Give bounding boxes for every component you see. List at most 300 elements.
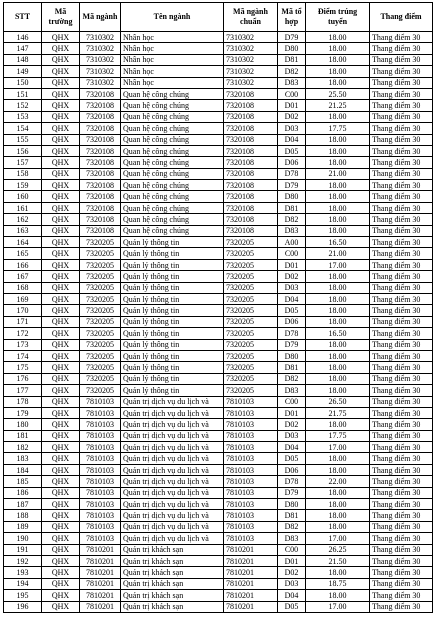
ma-nganh-chuan-cell: 7320108 [224,225,278,236]
thang-diem-cell: Thang điểm 30 [370,499,433,510]
ma-truong-cell: QHX [42,282,80,293]
ma-nganh-cell: 7320108 [80,134,121,145]
ten-nganh-cell: Quản lý thông tin [121,237,224,248]
ma-truong-cell: QHX [42,578,80,589]
table-row [4,396,433,407]
diem-cell: 18.00 [306,464,370,475]
ten-nganh-cell: Quản lý thông tin [121,259,224,270]
table-row [4,521,433,532]
thang-diem-cell: Thang điểm 30 [370,521,433,532]
ma-to-hop-cell: D03 [278,578,306,589]
diem-cell: 18.00 [306,271,370,282]
thang-diem-cell: Thang điểm 30 [370,282,433,293]
ma-nganh-chuan-cell: 7320205 [224,259,278,270]
ma-nganh-cell: 7320108 [80,100,121,111]
thang-diem-cell: Thang điểm 30 [370,396,433,407]
ma-to-hop-cell: D78 [278,328,306,339]
ma-nganh-cell: 7320108 [80,180,121,191]
ma-nganh-chuan-cell: 7810103 [224,419,278,430]
thang-diem-cell: Thang điểm 30 [370,316,433,327]
ma-nganh-cell: 7810201 [80,590,121,601]
ma-truong-cell: QHX [42,533,80,544]
stt-cell: 186 [4,487,42,498]
ma-to-hop-cell: D01 [278,259,306,270]
ma-nganh-chuan-cell: 7320205 [224,350,278,361]
ma-to-hop-cell: D82 [278,521,306,532]
stt-cell: 183 [4,453,42,464]
ma-to-hop-cell: D83 [278,225,306,236]
ma-nganh-chuan-cell: 7810103 [224,521,278,532]
table-row [4,601,433,612]
thang-diem-cell: Thang điểm 30 [370,191,433,202]
stt-cell: 151 [4,88,42,99]
ma-truong-cell: QHX [42,214,80,225]
ma-nganh-chuan-cell: 7310302 [224,32,278,43]
ma-truong-cell: QHX [42,88,80,99]
stt-cell: 148 [4,54,42,65]
ma-nganh-cell: 7310302 [80,66,121,77]
diem-cell: 18.00 [306,134,370,145]
diem-cell: 17.00 [306,259,370,270]
table-row [4,293,433,304]
ma-truong-cell: QHX [42,499,80,510]
ma-truong-cell: QHX [42,555,80,566]
ma-to-hop-cell: D02 [278,567,306,578]
thang-diem-cell: Thang điểm 30 [370,590,433,601]
ma-truong-cell: QHX [42,316,80,327]
stt-cell: 188 [4,510,42,521]
ma-nganh-cell: 7320108 [80,111,121,122]
ma-nganh-cell: 7810103 [80,510,121,521]
ma-truong-cell: QHX [42,305,80,316]
ma-truong-cell: QHX [42,362,80,373]
ma-to-hop-cell: A00 [278,237,306,248]
header-ma-nganh-chuan: Mã ngành chuẩn [224,3,278,32]
ma-nganh-chuan-cell: 7310302 [224,54,278,65]
ten-nganh-cell: Quản lý thông tin [121,339,224,350]
diem-cell: 18.00 [306,145,370,156]
stt-cell: 153 [4,111,42,122]
ma-to-hop-cell: D80 [278,43,306,54]
ma-nganh-chuan-cell: 7810201 [224,555,278,566]
ma-truong-cell: QHX [42,590,80,601]
diem-cell: 18.00 [306,373,370,384]
table-row [4,134,433,145]
thang-diem-cell: Thang điểm 30 [370,555,433,566]
thang-diem-cell: Thang điểm 30 [370,601,433,612]
ma-to-hop-cell: C00 [278,248,306,259]
ma-nganh-cell: 7810103 [80,521,121,532]
ma-nganh-chuan-cell: 7810201 [224,567,278,578]
ten-nganh-cell: Nhân học [121,43,224,54]
ma-to-hop-cell: C00 [278,544,306,555]
ten-nganh-cell: Nhân học [121,54,224,65]
ten-nganh-cell: Quan hệ công chúng [121,225,224,236]
ma-truong-cell: QHX [42,373,80,384]
ma-truong-cell: QHX [42,54,80,65]
ma-nganh-cell: 7320108 [80,157,121,168]
ten-nganh-cell: Quản trị dịch vụ du lịch và [121,510,224,521]
ma-to-hop-cell: D81 [278,54,306,65]
ma-nganh-cell: 7320205 [80,373,121,384]
diem-cell: 18.00 [306,282,370,293]
table-row [4,237,433,248]
thang-diem-cell: Thang điểm 30 [370,328,433,339]
table-row [4,407,433,418]
ten-nganh-cell: Quản lý thông tin [121,305,224,316]
table-row [4,419,433,430]
table-row [4,168,433,179]
ma-nganh-chuan-cell: 7320205 [224,362,278,373]
ma-nganh-chuan-cell: 7320205 [224,328,278,339]
ma-nganh-chuan-cell: 7320108 [224,134,278,145]
header-diem-trung-tuyen: Điểm trúng tuyển [306,3,370,32]
ten-nganh-cell: Quản lý thông tin [121,271,224,282]
ma-truong-cell: QHX [42,430,80,441]
stt-cell: 152 [4,100,42,111]
ma-nganh-cell: 7810201 [80,567,121,578]
stt-cell: 158 [4,168,42,179]
stt-cell: 192 [4,555,42,566]
ma-nganh-cell: 7320108 [80,168,121,179]
ma-nganh-chuan-cell: 7320205 [224,293,278,304]
thang-diem-cell: Thang điểm 30 [370,476,433,487]
ma-nganh-cell: 7320205 [80,282,121,293]
ma-truong-cell: QHX [42,567,80,578]
ten-nganh-cell: Quản trị khách sạn [121,567,224,578]
ma-to-hop-cell: D06 [278,316,306,327]
stt-cell: 157 [4,157,42,168]
thang-diem-cell: Thang điểm 30 [370,225,433,236]
ma-to-hop-cell: D79 [278,487,306,498]
header-stt: STT [4,3,42,32]
stt-cell: 164 [4,237,42,248]
ma-truong-cell: QHX [42,202,80,213]
header-thang-diem: Thang điểm [370,3,433,32]
thang-diem-cell: Thang điểm 30 [370,157,433,168]
stt-cell: 184 [4,464,42,475]
thang-diem-cell: Thang điểm 30 [370,202,433,213]
ma-nganh-chuan-cell: 7320205 [224,385,278,396]
ma-truong-cell: QHX [42,32,80,43]
diem-cell: 25.50 [306,88,370,99]
ten-nganh-cell: Quản lý thông tin [121,316,224,327]
ma-nganh-cell: 7320205 [80,248,121,259]
ma-to-hop-cell: D80 [278,350,306,361]
stt-cell: 180 [4,419,42,430]
ma-truong-cell: QHX [42,464,80,475]
stt-cell: 182 [4,442,42,453]
header-row [4,3,433,32]
admission-scores-table [3,2,433,613]
stt-cell: 166 [4,259,42,270]
diem-cell: 18.00 [306,510,370,521]
diem-cell: 18.00 [306,305,370,316]
diem-cell: 18.75 [306,578,370,589]
header-ma-to-hop: Mã tổ hợp [278,3,306,32]
ma-to-hop-cell: D06 [278,157,306,168]
stt-cell: 170 [4,305,42,316]
table-row [4,590,433,601]
ma-truong-cell: QHX [42,259,80,270]
ma-truong-cell: QHX [42,293,80,304]
ma-nganh-chuan-cell: 7320108 [224,214,278,225]
ten-nganh-cell: Quan hệ công chúng [121,180,224,191]
stt-cell: 156 [4,145,42,156]
thang-diem-cell: Thang điểm 30 [370,533,433,544]
ma-to-hop-cell: D01 [278,555,306,566]
ma-nganh-cell: 7320205 [80,362,121,373]
diem-cell: 18.00 [306,453,370,464]
ten-nganh-cell: Quản lý thông tin [121,248,224,259]
ten-nganh-cell: Quan hệ công chúng [121,191,224,202]
table-row [4,385,433,396]
ma-to-hop-cell: D79 [278,32,306,43]
ma-nganh-cell: 7320205 [80,339,121,350]
diem-cell: 18.00 [306,567,370,578]
ma-nganh-chuan-cell: 7320108 [224,168,278,179]
diem-cell: 18.00 [306,293,370,304]
ma-nganh-cell: 7320108 [80,191,121,202]
ma-nganh-chuan-cell: 7320108 [224,180,278,191]
header-ma-nganh: Mã ngành [80,3,121,32]
thang-diem-cell: Thang điểm 30 [370,442,433,453]
ma-truong-cell: QHX [42,476,80,487]
ma-nganh-chuan-cell: 7320108 [224,100,278,111]
ma-truong-cell: QHX [42,180,80,191]
thang-diem-cell: Thang điểm 30 [370,578,433,589]
diem-cell: 18.00 [306,54,370,65]
ma-truong-cell: QHX [42,396,80,407]
diem-cell: 22.00 [306,476,370,487]
table-row [4,43,433,54]
ma-nganh-chuan-cell: 7810103 [224,533,278,544]
table-row [4,259,433,270]
stt-cell: 187 [4,499,42,510]
ma-to-hop-cell: C00 [278,88,306,99]
ma-nganh-cell: 7320108 [80,145,121,156]
stt-cell: 168 [4,282,42,293]
ma-truong-cell: QHX [42,601,80,612]
table-body [4,32,433,613]
diem-cell: 18.00 [306,339,370,350]
thang-diem-cell: Thang điểm 30 [370,100,433,111]
stt-cell: 174 [4,350,42,361]
thang-diem-cell: Thang điểm 30 [370,271,433,282]
thang-diem-cell: Thang điểm 30 [370,305,433,316]
ma-truong-cell: QHX [42,123,80,134]
stt-cell: 161 [4,202,42,213]
ma-to-hop-cell: D04 [278,293,306,304]
ma-truong-cell: QHX [42,350,80,361]
ten-nganh-cell: Quản trị dịch vụ du lịch và [121,407,224,418]
diem-cell: 17.75 [306,430,370,441]
ma-truong-cell: QHX [42,442,80,453]
ma-to-hop-cell: D05 [278,305,306,316]
stt-cell: 190 [4,533,42,544]
ma-truong-cell: QHX [42,453,80,464]
ma-truong-cell: QHX [42,43,80,54]
ma-to-hop-cell: D79 [278,339,306,350]
ma-to-hop-cell: D05 [278,453,306,464]
diem-cell: 18.00 [306,180,370,191]
stt-cell: 176 [4,373,42,384]
ma-to-hop-cell: D83 [278,77,306,88]
thang-diem-cell: Thang điểm 30 [370,134,433,145]
stt-cell: 162 [4,214,42,225]
ten-nganh-cell: Quản trị dịch vụ du lịch và [121,521,224,532]
table-row [4,180,433,191]
ma-to-hop-cell: D01 [278,100,306,111]
table-row [4,499,433,510]
table-row [4,555,433,566]
thang-diem-cell: Thang điểm 30 [370,487,433,498]
ten-nganh-cell: Quản trị dịch vụ du lịch và [121,487,224,498]
ma-nganh-cell: 7320205 [80,293,121,304]
ten-nganh-cell: Nhân học [121,66,224,77]
ma-nganh-chuan-cell: 7310302 [224,66,278,77]
thang-diem-cell: Thang điểm 30 [370,54,433,65]
diem-cell: 17.00 [306,442,370,453]
ma-nganh-cell: 7320108 [80,88,121,99]
diem-cell: 18.00 [306,77,370,88]
ten-nganh-cell: Quan hệ công chúng [121,214,224,225]
table-row [4,430,433,441]
ma-nganh-chuan-cell: 7320108 [224,123,278,134]
table-row [4,305,433,316]
ma-nganh-chuan-cell: 7320205 [224,282,278,293]
stt-cell: 165 [4,248,42,259]
ten-nganh-cell: Quan hệ công chúng [121,168,224,179]
ma-nganh-chuan-cell: 7320108 [224,191,278,202]
ma-nganh-cell: 7810103 [80,419,121,430]
ma-to-hop-cell: D78 [278,168,306,179]
diem-cell: 17.75 [306,123,370,134]
stt-cell: 179 [4,407,42,418]
thang-diem-cell: Thang điểm 30 [370,88,433,99]
stt-cell: 196 [4,601,42,612]
diem-cell: 18.00 [306,590,370,601]
thang-diem-cell: Thang điểm 30 [370,339,433,350]
thang-diem-cell: Thang điểm 30 [370,32,433,43]
table-row [4,350,433,361]
thang-diem-cell: Thang điểm 30 [370,350,433,361]
thang-diem-cell: Thang điểm 30 [370,430,433,441]
ten-nganh-cell: Quan hệ công chúng [121,111,224,122]
table-row [4,510,433,521]
ten-nganh-cell: Quản trị khách sạn [121,555,224,566]
ten-nganh-cell: Quản lý thông tin [121,385,224,396]
ten-nganh-cell: Quản trị dịch vụ du lịch và [121,464,224,475]
stt-cell: 194 [4,578,42,589]
ten-nganh-cell: Quản lý thông tin [121,373,224,384]
ma-to-hop-cell: D01 [278,407,306,418]
ma-to-hop-cell: D83 [278,533,306,544]
diem-cell: 16.50 [306,237,370,248]
ten-nganh-cell: Quản trị dịch vụ du lịch và [121,533,224,544]
diem-cell: 18.00 [306,350,370,361]
ten-nganh-cell: Quản trị dịch vụ du lịch và [121,453,224,464]
ma-nganh-chuan-cell: 7810103 [224,487,278,498]
ma-truong-cell: QHX [42,157,80,168]
stt-cell: 191 [4,544,42,555]
diem-cell: 18.00 [306,385,370,396]
ma-to-hop-cell: D03 [278,430,306,441]
ten-nganh-cell: Quản trị dịch vụ du lịch và [121,442,224,453]
table-row [4,362,433,373]
ma-nganh-cell: 7810103 [80,533,121,544]
thang-diem-cell: Thang điểm 30 [370,248,433,259]
ma-nganh-cell: 7320108 [80,202,121,213]
ma-nganh-cell: 7310302 [80,43,121,54]
stt-cell: 159 [4,180,42,191]
ma-truong-cell: QHX [42,237,80,248]
ma-nganh-cell: 7810201 [80,578,121,589]
header-ten-nganh: Tên ngành [121,3,224,32]
ma-nganh-chuan-cell: 7320108 [224,145,278,156]
diem-cell: 26.50 [306,396,370,407]
table-row [4,271,433,282]
ma-nganh-chuan-cell: 7320205 [224,248,278,259]
ten-nganh-cell: Quản trị khách sạn [121,578,224,589]
diem-cell: 18.00 [306,32,370,43]
table-row [4,54,433,65]
thang-diem-cell: Thang điểm 30 [370,567,433,578]
stt-cell: 185 [4,476,42,487]
thang-diem-cell: Thang điểm 30 [370,464,433,475]
ma-truong-cell: QHX [42,385,80,396]
diem-cell: 18.00 [306,157,370,168]
ma-to-hop-cell: D78 [278,476,306,487]
ma-to-hop-cell: D02 [278,271,306,282]
thang-diem-cell: Thang điểm 30 [370,453,433,464]
ma-nganh-chuan-cell: 7810201 [224,544,278,555]
stt-cell: 160 [4,191,42,202]
thang-diem-cell: Thang điểm 30 [370,373,433,384]
thang-diem-cell: Thang điểm 30 [370,66,433,77]
diem-cell: 21.75 [306,407,370,418]
ma-nganh-chuan-cell: 7320205 [224,339,278,350]
ten-nganh-cell: Quan hệ công chúng [121,157,224,168]
stt-cell: 181 [4,430,42,441]
thang-diem-cell: Thang điểm 30 [370,43,433,54]
stt-cell: 171 [4,316,42,327]
ma-to-hop-cell: D81 [278,202,306,213]
ma-nganh-chuan-cell: 7810201 [224,590,278,601]
stt-cell: 150 [4,77,42,88]
ma-nganh-cell: 7320205 [80,305,121,316]
ma-truong-cell: QHX [42,111,80,122]
ma-nganh-cell: 7320205 [80,328,121,339]
ma-nganh-chuan-cell: 7810201 [224,601,278,612]
diem-cell: 18.00 [306,111,370,122]
ten-nganh-cell: Quản trị khách sạn [121,590,224,601]
ten-nganh-cell: Quản lý thông tin [121,328,224,339]
ma-nganh-chuan-cell: 7320205 [224,316,278,327]
diem-cell: 21.00 [306,168,370,179]
ma-to-hop-cell: D02 [278,111,306,122]
ma-truong-cell: QHX [42,77,80,88]
ten-nganh-cell: Quản trị dịch vụ du lịch và [121,476,224,487]
diem-cell: 18.00 [306,521,370,532]
ma-nganh-chuan-cell: 7810103 [224,464,278,475]
table-row [4,487,433,498]
ma-nganh-chuan-cell: 7810103 [224,442,278,453]
ma-nganh-cell: 7320205 [80,350,121,361]
ma-nganh-cell: 7810201 [80,544,121,555]
stt-cell: 189 [4,521,42,532]
ma-nganh-cell: 7810201 [80,555,121,566]
